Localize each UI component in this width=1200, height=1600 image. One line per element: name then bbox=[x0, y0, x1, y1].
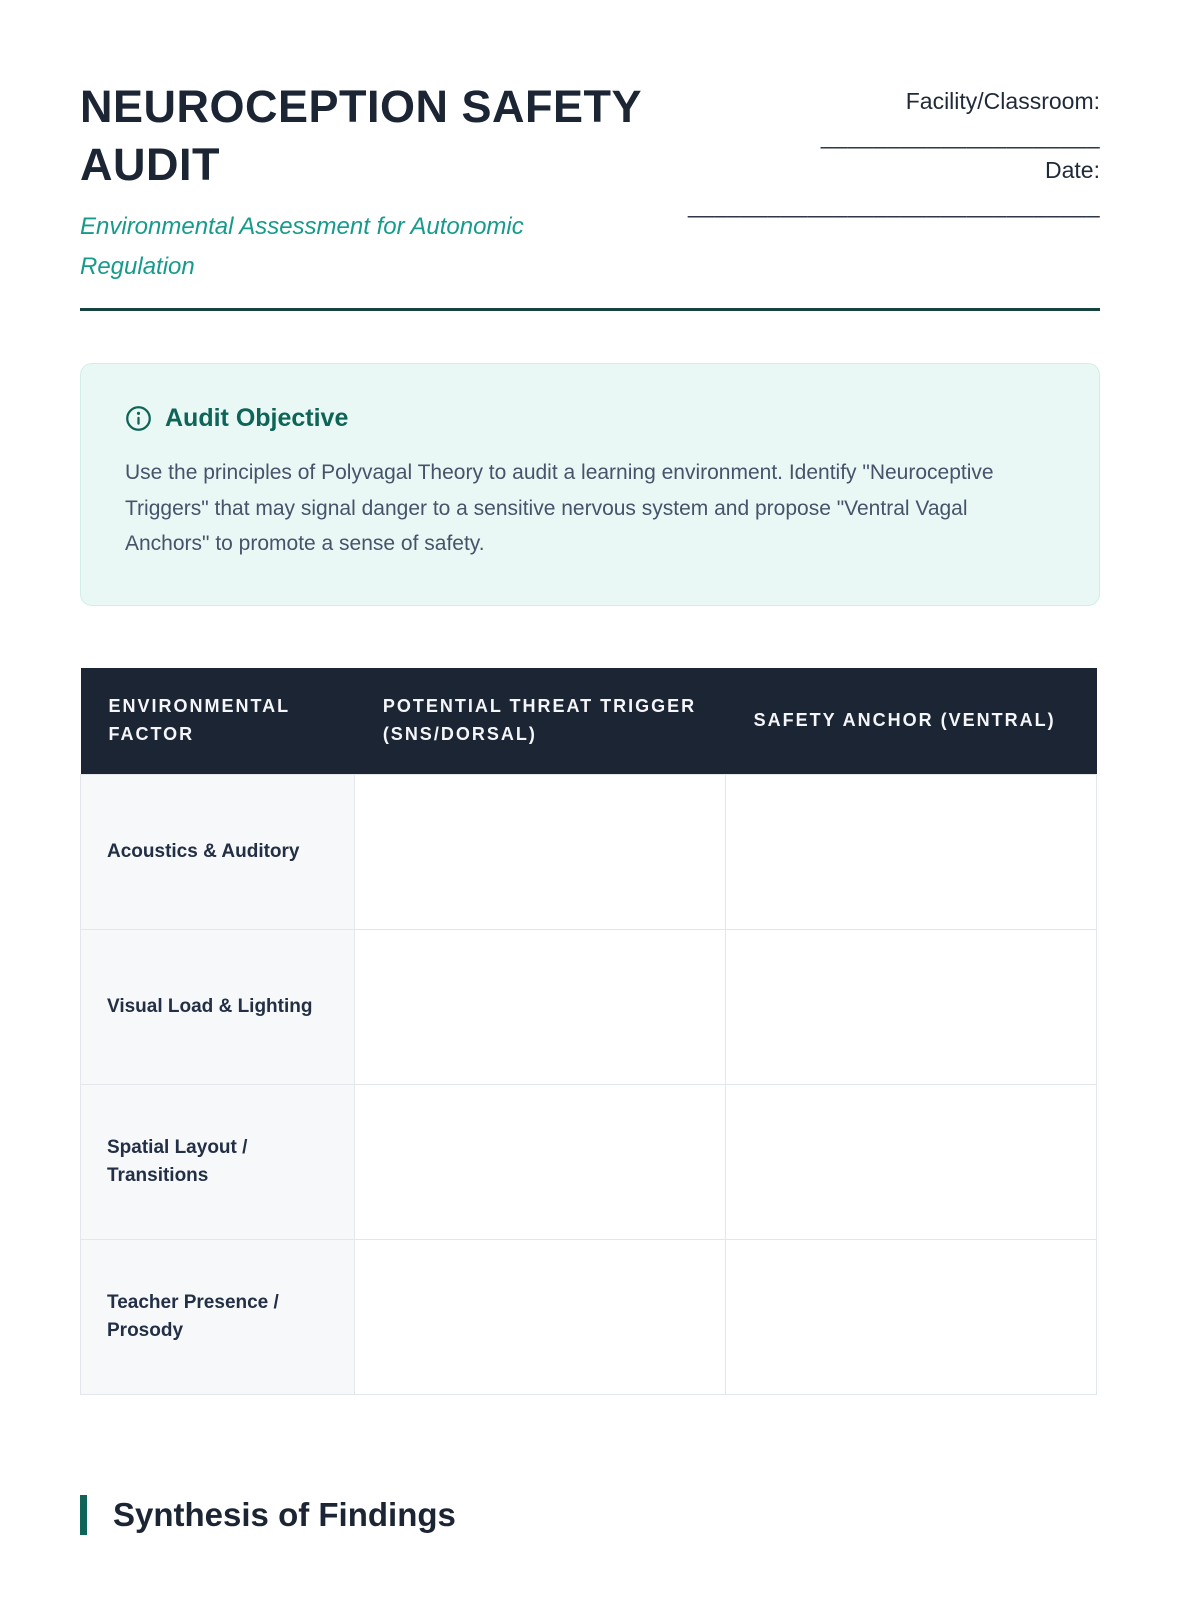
table-row bbox=[81, 929, 1097, 1084]
anchor-cell-blank bbox=[726, 1239, 1097, 1394]
trigger-cell-blank bbox=[355, 1084, 726, 1239]
header bbox=[80, 78, 1100, 286]
objective-header bbox=[125, 404, 1055, 433]
factor-cell: Acoustics & Auditory bbox=[81, 774, 355, 929]
column-header-threat-trigger: POTENTIAL THREAT TRIGGER (SNS/DORSAL) bbox=[355, 668, 726, 774]
title-block bbox=[80, 78, 642, 286]
page-title bbox=[80, 78, 642, 193]
trigger-cell-blank bbox=[355, 1239, 726, 1394]
date-blank-line: _______________________________ bbox=[687, 191, 1100, 218]
objective-body: Use the principles of Polyvagal Theory to audit a learning environment. Identify "Neuroceptive Triggers" that may signal danger to a sensitive nervous system and propose "Ventral Vagal Anchors" to promote a sense of safety. bbox=[125, 461, 994, 555]
table-row bbox=[81, 1084, 1097, 1239]
anchor-cell-blank bbox=[726, 1084, 1097, 1239]
objective-title: Audit Objective bbox=[165, 404, 349, 433]
info-icon bbox=[125, 405, 152, 432]
factor-cell: Teacher Presence / Prosody bbox=[81, 1239, 355, 1394]
column-header-safety-anchor: SAFETY ANCHOR (VENTRAL) bbox=[726, 668, 1097, 774]
audit-table-header bbox=[81, 668, 1097, 774]
header-divider bbox=[80, 308, 1100, 311]
page-subtitle: Environmental Assessment for Autonomic Regulation bbox=[80, 213, 524, 280]
header-row bbox=[81, 668, 1097, 774]
facility-blank-line: _____________________ bbox=[820, 122, 1100, 149]
date-label: Date: bbox=[1045, 157, 1100, 183]
page-title-line2: AUDIT bbox=[80, 138, 220, 190]
synthesis-title: Synthesis of Findings bbox=[113, 1495, 456, 1533]
table-row bbox=[81, 774, 1097, 929]
trigger-cell-blank bbox=[355, 929, 726, 1084]
header-fields bbox=[688, 78, 1100, 222]
synthesis-section bbox=[80, 1495, 1100, 1535]
page-title-line1: NEUROCEPTION SAFETY bbox=[80, 81, 643, 132]
audit-table bbox=[80, 668, 1097, 1395]
anchor-cell-blank bbox=[726, 929, 1097, 1084]
table-row bbox=[81, 1239, 1097, 1394]
facility-label: Facility/Classroom: bbox=[905, 88, 1100, 114]
column-header-environmental-factor: ENVIRONMENTAL FACTOR bbox=[81, 668, 355, 774]
anchor-cell-blank bbox=[726, 774, 1097, 929]
objective-callout bbox=[80, 363, 1100, 606]
trigger-cell-blank bbox=[355, 774, 726, 929]
audit-table-body bbox=[81, 774, 1097, 1394]
factor-cell: Spatial Layout / Transitions bbox=[81, 1084, 355, 1239]
factor-cell: Visual Load & Lighting bbox=[81, 929, 355, 1084]
